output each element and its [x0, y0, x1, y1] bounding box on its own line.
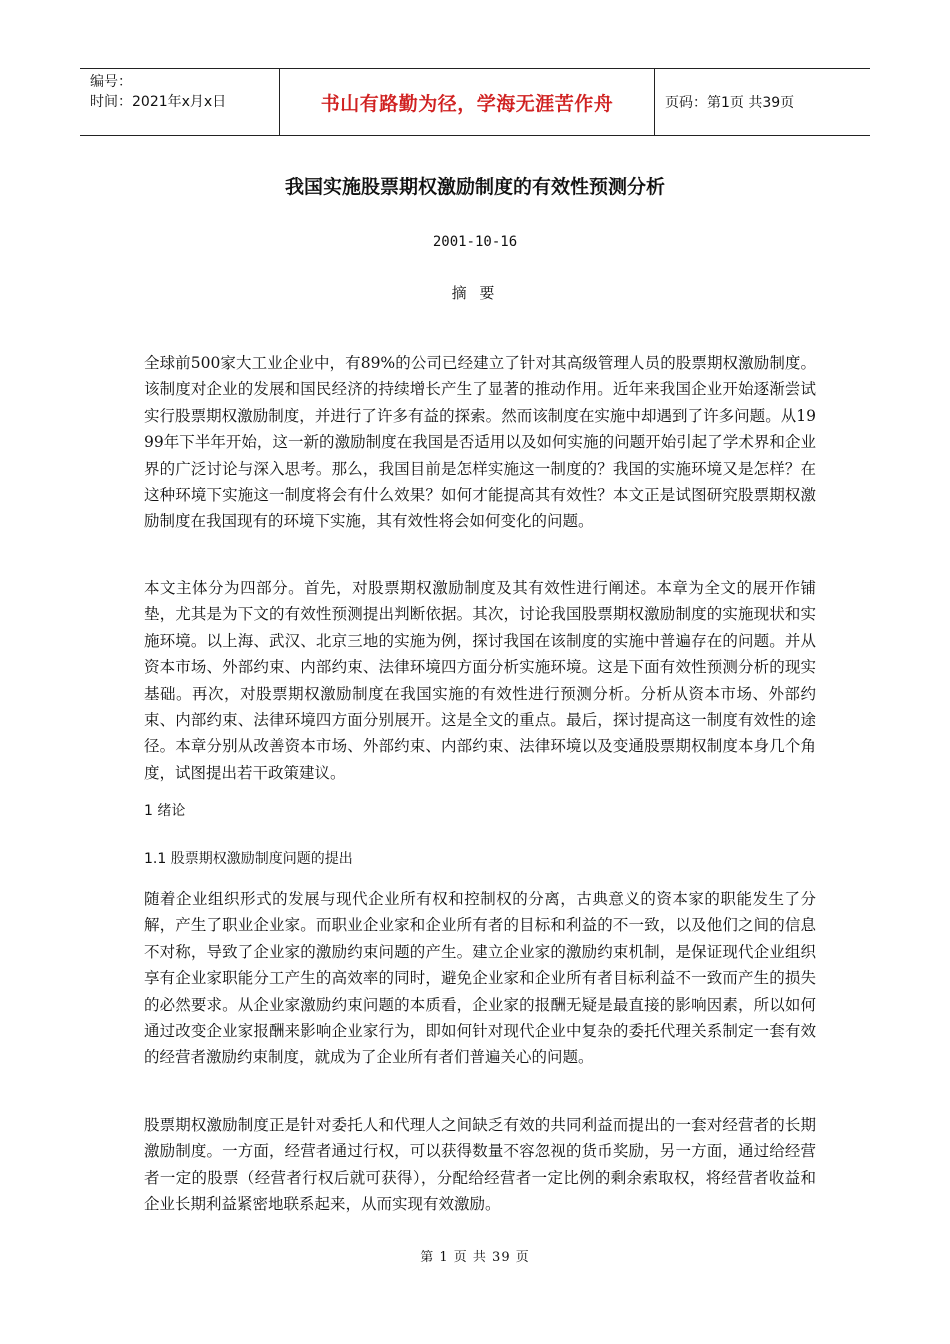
abstract-paragraph-2: 本文主体分为四部分。首先，对股票期权激励制度及其有效性进行阐述。本章为全文的展开作铺垫，尤其是为下文的有效性预测提出判断依据。其次，讨论我国股票期权激励制度的实施现状和实施环境。以上海、武汉、北京三地的实施为例，探讨我国在该制度的实施中普遍存在的问题。并从资本市场、外部约束、内部约束、法律环境四方面分析实施环境。这是下面有效性预测分析的现实基础。再次，对股票期权激励制度在我国实施的有效性进行预测分析。分析从资本市场、外部约束、内部约束、法律环境四方面分别展开。这是全文的重点。最后，探讨提高这一制度有效性的途径。本章分别从改善资本市场、外部约束、内部约束、法律环境以及变通股票期权制度本身几个角度，试图提出若干政策建议。 — [144, 579, 816, 782]
abstract-label: 摘 要 — [451, 284, 499, 302]
body-paragraph-1: 随着企业组织形式的发展与现代企业所有权和控制权的分离，古典意义的资本家的职能发生了分解，产生了职业企业家。而职业企业家和企业所有者的目标和利益的不一致，以及他们之间的信息不对称，导致了企业家的激励约束问题的产生。建立企业家的激励约束机制，是保证现代企业组织享有企业家职能分工产生的高效率的同时，避免企业家和企业所有者目标利益不一致而产生的损失的必然要求。从企业家激励约束问题的本质看，企业家的报酬无疑是最直接的影响因素，所以如何通过改变企业家报酬来影响企业家行为，即如何针对现代企业中复杂的委托代理关系制定一套有效的经营者激励约束制度，就成为了企业所有者们普遍关心的问题。 — [144, 890, 816, 1067]
section-heading-1-1: 1.1 股票期权激励制度问题的提出 — [144, 851, 353, 867]
section-heading-1: 1 绪论 — [144, 803, 186, 819]
number-label: 编号： — [90, 74, 132, 90]
abstract-paragraph-1: 全球前500家大工业企业中，有89%的公司已经建立了针对其高级管理人员的股票期权激励制度。该制度对企业的发展和国民经济的持续增长产生了显著的推动作用。近年来我国企业开始逐渐尝试实行股票期权激励制度，并进行了许多有益的探索。然而该制度在实施中却遇到了许多问题。从1999年下半年开始，这一新的激励制度在我国是否适用以及如何实施的问题开始引起了学术界和企业界的广泛讨论与深入思考。那么，我国目前是怎样实施这一制度的？我国的实施环境又是怎样？在这种环境下实施这一制度将会有什么效果？如何才能提高其有效性？本文正是试图研究股票期权激励制度在我国现有的环境下实施，其有效性将会如何变化的问题。 — [144, 354, 816, 531]
header-meta — [80, 69, 280, 135]
document-date: 2001-10-16 — [432, 234, 518, 250]
document-title: 我国实施股票期权激励制度的有效性预测分析 — [284, 176, 665, 198]
header-motto: 书山有路勤为径，学海无涯苦作舟 — [280, 69, 655, 135]
page-footer: 第 1 页 共 39 页 — [420, 1250, 530, 1265]
body-paragraph-2: 股票期权激励制度正是针对委托人和代理人之间缺乏有效的共同利益而提出的一套对经营者的长期激励制度。一方面，经营者通过行权，可以获得数量不容忽视的货币奖励，另一方面，通过给经营者一定的股票（经营者行权后就可获得），分配给经营者一定比例的剩余索取权，将经营者收益和企业长期利益紧密地联系起来，从而实现有效激励。 — [144, 1116, 816, 1214]
time-label: 时间：2021年x月x日 — [90, 94, 227, 110]
page-header — [80, 68, 870, 136]
header-page-info: 页码：第1页 共39页 — [665, 95, 795, 111]
